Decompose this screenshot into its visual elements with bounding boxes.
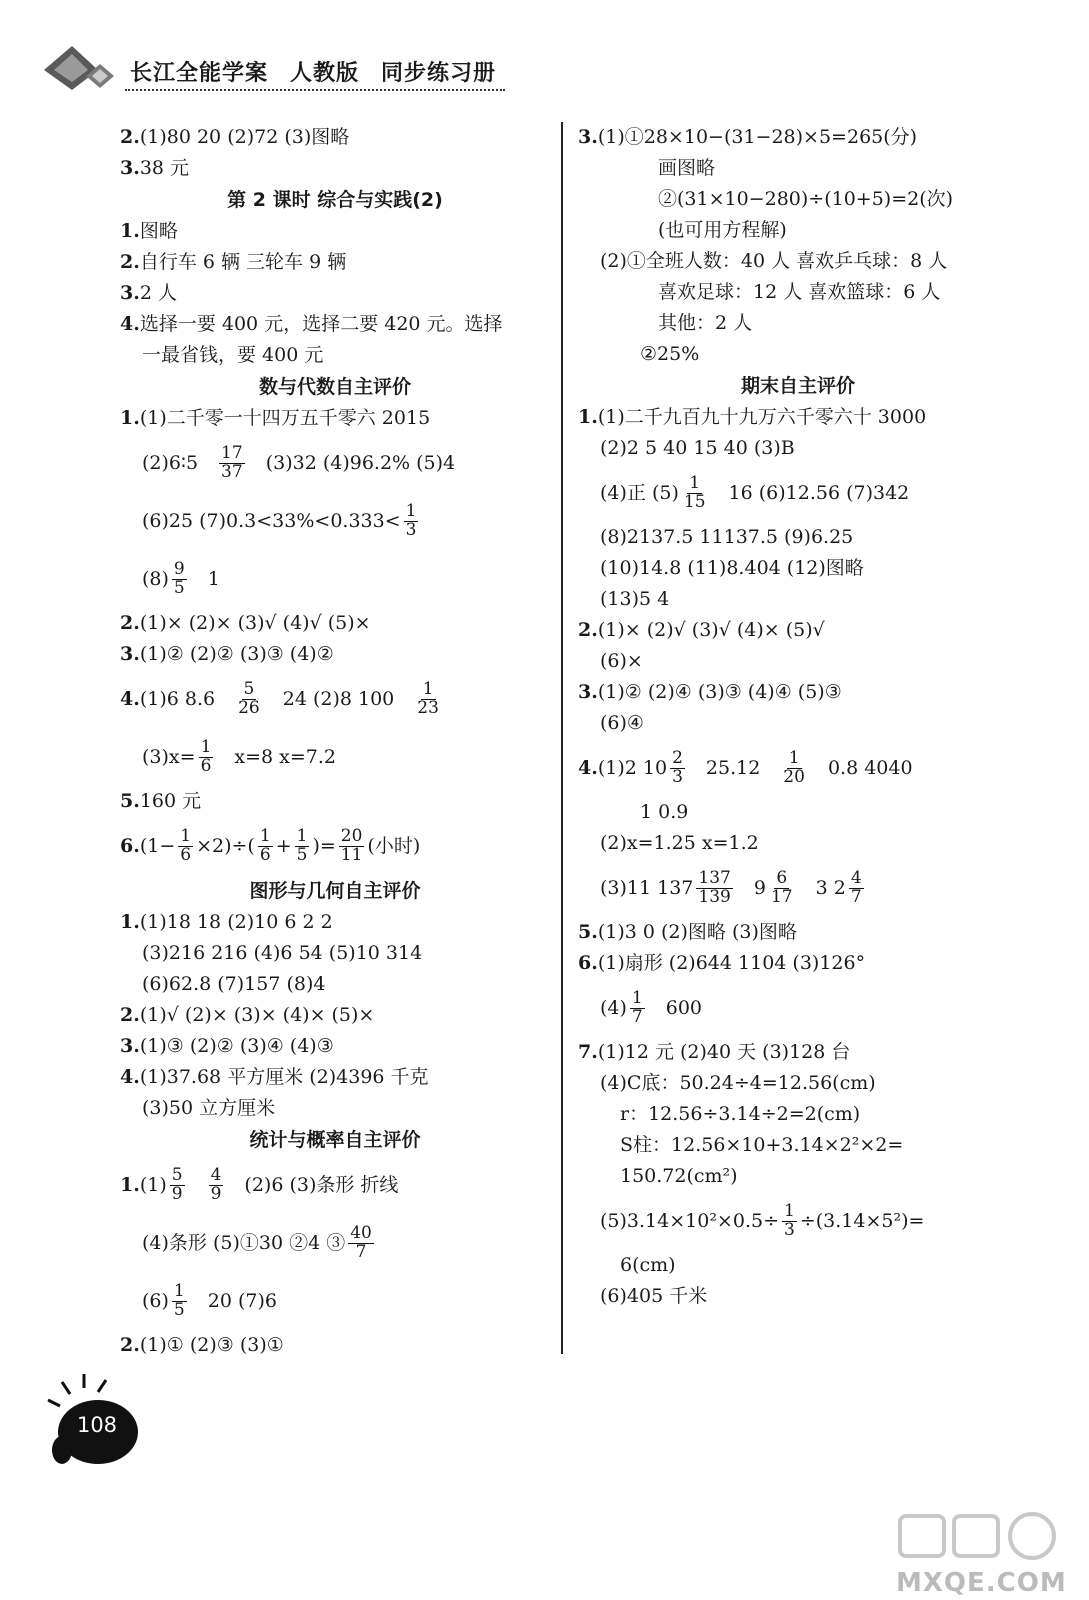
answer-line: 5.(1)3 0 (2)图略 (3)图略 [578,921,797,943]
column-divider [561,122,563,1354]
fraction: $\frac{1}{23}$ [417,678,439,718]
left-column [120,122,550,1361]
fraction: $\frac{1}{6}$ [259,825,271,865]
answer-line: (2)6∶5 $\frac{17}{37}$ (3)32 (4)96.2% (5)4 [142,442,456,482]
answer-line: 4. (1)6 8.6 $\frac{5}{26}$ 24 (2)8 100 $\frac{1}{23}$ [120,678,439,718]
answer-line: (8)2137.5 11137.5 (9)6.25 [600,526,854,548]
answer-line: 2.(1)√ (2)× (3)× (4)× (5)× [120,1004,375,1026]
answer-line: (3)50 立方厘米 [142,1097,276,1119]
answer-line: 一最省钱，要 400 元 [142,344,324,366]
header-edition: 人教版 [290,61,360,86]
page-number: 108 [76,1413,118,1437]
answer-line: (2)2 5 40 15 40 (3)B [600,437,795,459]
answer-line: (6)25 (7)0.3<33%<0.333< $\frac{1}{3}$ [142,500,417,540]
answer-line: 4.选择一要 400 元，选择二要 420 元。选择 [120,313,503,335]
answer-line: 其他：2 人 [658,312,753,334]
fraction: $\frac{1}{7}$ [631,987,643,1027]
answer-line: (4)条形 (5)①30 ②4 ③ $\frac{40}{7}$ [142,1222,372,1262]
section-heading: 期末自主评价 [740,375,855,397]
answer-line: 2.(1)× (2)× (3)√ (4)√ (5)× [120,612,371,634]
answer-line: 2.自行车 6 辆 三轮车 9 辆 [120,251,347,273]
answer-line: 3.2 人 [120,282,177,304]
answer-line: 7.(1)12 元 (2)40 天 (3)128 台 [578,1041,851,1063]
header-dotted-rule [125,89,505,91]
answer-line: 150.72(cm²) [620,1165,738,1187]
fraction: $\frac{5}{9}$ [171,1164,183,1204]
answer-line: (2)x=1.25 x=1.2 [600,832,759,854]
fraction: $\frac{1}{6}$ [180,825,192,865]
answer-line: 2.(1)80 20 (2)72 (3)图略 [120,126,350,148]
fraction: $\frac{6}{17}$ [770,867,793,907]
answer-line: (6)④ [600,712,644,734]
page-header [40,36,510,96]
answer-line: (10)14.8 (11)8.404 (12)图略 [600,557,864,579]
answer-line: (3)x= $\frac{1}{6}$ x=8 x=7.2 [142,736,337,776]
answer-line: 4. (1)2 10 $\frac{2}{3}$ 25.12 $\frac{1}{20}$ 0.8 4040 [578,747,913,787]
answer-line: 6(cm) [620,1254,676,1276]
answer-line: (4) $\frac{1}{7}$ 600 [600,987,703,1027]
answer-line: (6)62.8 (7)157 (8)4 [142,973,326,995]
header-brand: 长江全能学案 [130,61,269,86]
answer-line: 2.(1)① (2)③ (3)① [120,1334,284,1356]
answer-line: (2)①全班人数：40 人 喜欢乒乓球：8 人 [600,250,948,272]
answer-line: 5.160 元 [120,790,202,812]
fraction: $\frac{1}{5}$ [173,1280,185,1320]
fraction: $\frac{137}{139}$ [698,867,731,907]
watermark-text: MXQE.COM [896,1568,1067,1598]
answer-line: (6)× [600,650,643,672]
fraction: $\frac{4}{7}$ [850,867,862,907]
fraction: $\frac{5}{26}$ [238,678,260,718]
answer-line: 3.38 元 [120,157,190,179]
answer-line: 画图略 [658,157,716,179]
answer-line: ②(31×10−280)÷(10+5)=2(次) [658,188,954,210]
answer-line: (13)5 4 [600,588,670,610]
answer-line: 3.(1)③ (2)② (3)④ (4)③ [120,1035,334,1057]
section-heading: 第 2 课时 综合与实践(2) [227,189,443,211]
fraction: $\frac{1}{3}$ [405,500,417,540]
answer-line: 1.图略 [120,220,178,242]
answer-line: (6)405 千米 [600,1285,708,1307]
answer-line: 1.(1)二千零一十四万五千零六 2015 [120,407,431,429]
answer-line: 1.(1)18 18 (2)10 6 2 2 [120,911,333,933]
answer-line: (6) $\frac{1}{5}$ 20 (7)6 [142,1280,277,1320]
answer-line: 4.(1)37.68 平方厘米 (2)4396 千克 [120,1066,429,1088]
fraction: $\frac{1}{20}$ [783,747,805,787]
fraction: $\frac{1}{5}$ [296,825,308,865]
answer-line: S柱：12.56×10+3.14×2²×2= [620,1134,904,1156]
answer-line: (4)C底：50.24÷4=12.56(cm) [600,1072,876,1094]
answer-line: (5)3.14×10²×0.5÷ $\frac{1}{3}$ ÷(3.14×5²)= [600,1200,925,1240]
fraction: $\frac{2}{3}$ [672,747,683,787]
fraction: $\frac{9}{5}$ [173,558,185,598]
section-heading: 统计与概率自主评价 [249,1129,421,1151]
answer-line: 2.(1)× (2)√ (3)√ (4)× (5)√ [578,619,825,641]
answer-line: (也可用方程解) [658,219,787,241]
fraction: $\frac{1}{3}$ [784,1200,795,1240]
answer-line: (8) $\frac{9}{5}$ 1 [142,558,220,598]
fraction: $\frac{20}{11}$ [340,825,363,865]
right-column [578,122,1018,1312]
book-logo-icon [40,40,120,92]
section-heading: 图形与几何自主评价 [249,880,421,902]
answer-line: 1.(1)二千九百九十九万六千零六十 3000 [578,406,927,428]
answer-line: 喜欢足球：12 人 喜欢篮球：6 人 [658,281,941,303]
fraction: $\frac{1}{15}$ [683,472,706,512]
answer-line: (3)216 216 (4)6 54 (5)10 314 [142,942,423,964]
section-heading: 数与代数自主评价 [258,376,411,398]
answer-line: 1. (1) $\frac{5}{9}$ $\frac{4}{9}$ (2)6 (3)条形 折线 [120,1164,399,1204]
answer-line: ②25% [640,343,700,365]
answer-line: (3)11 137 $\frac{137}{139}$ 9 $\frac{6}{17}$ 3 2 $\frac{4}{7}$ [600,867,862,907]
answer-line: r：12.56÷3.14÷2=2(cm) [620,1103,861,1125]
answer-line: 3.(1)①28×10−(31−28)×5=265(分) [578,126,918,148]
answer-line: (4)正 (5) $\frac{1}{15}$ 16 (6)12.56 (7)342 [600,472,910,512]
header-book: 同步练习册 [381,61,497,86]
fraction: $\frac{4}{9}$ [210,1164,222,1204]
answer-line: 6. (1− $\frac{1}{6}$ ×2)÷( $\frac{1}{6}$ + $\frac{1}{5}$ )= $\frac{20}{11}$ (小时) [120,825,421,865]
fraction: $\frac{40}{7}$ [350,1222,372,1262]
answer-line: 3.(1)② (2)② (3)③ (4)② [120,643,334,665]
answer-line: 1 0.9 [640,801,689,823]
answer-line: 6.(1)扇形 (2)644 1104 (3)126° [578,952,866,974]
fraction: $\frac{1}{6}$ [200,736,212,776]
header-title [130,56,518,87]
answer-line: 3.(1)② (2)④ (3)③ (4)④ (5)③ [578,681,842,703]
fraction: $\frac{17}{37}$ [221,442,243,482]
